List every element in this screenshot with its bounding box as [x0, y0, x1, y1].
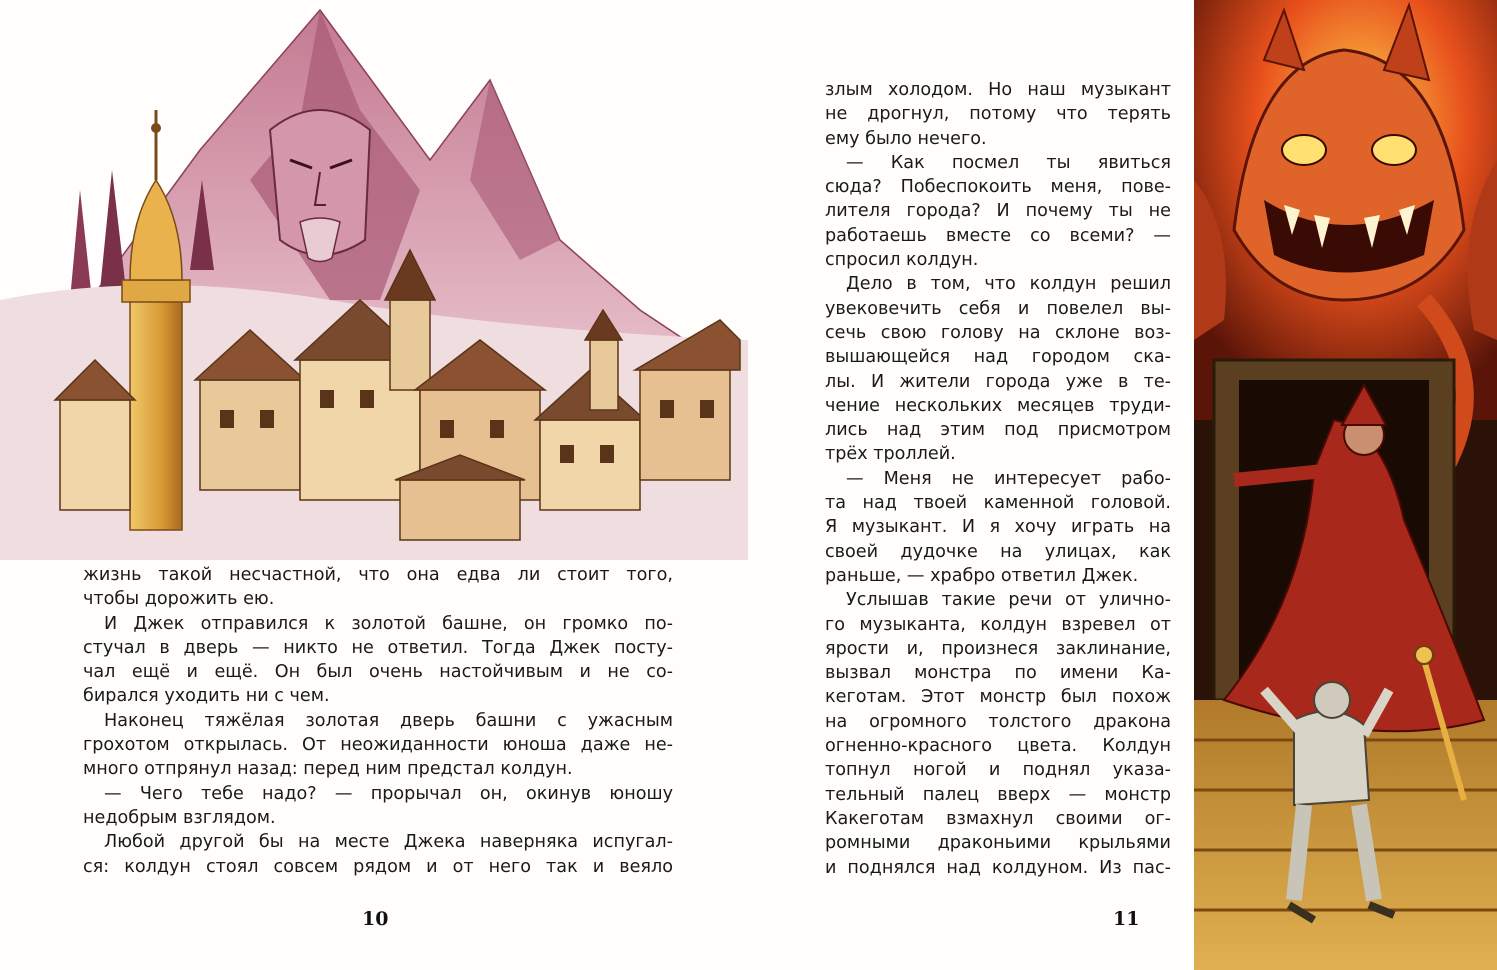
- text-line: топнул ногой и поднял указа-: [825, 760, 1171, 781]
- text-line: много отпрянул назад: перед ним предстал колдун.: [83, 759, 573, 780]
- text-line: работаешь вместе со всеми? —: [825, 225, 1171, 246]
- paragraph: [83, 709, 673, 782]
- paragraph: [825, 467, 1171, 588]
- text-line: — Как посмел ты явиться: [846, 152, 1171, 173]
- text-line: своей дудочке на улицах, как: [825, 541, 1171, 562]
- text-line: не дрогнул, потому что терять: [825, 104, 1171, 125]
- text-line: лы. И жители города уже в те-: [825, 371, 1171, 392]
- text-line: увековечить себя и повелел вы-: [825, 298, 1171, 319]
- text-line: го музыканта, колдун взревел от: [825, 614, 1171, 635]
- text-line: Дело в том, что колдун решил: [846, 274, 1171, 295]
- text-line: стучал в дверь — никто не ответил. Тогда Джек посту-: [83, 637, 673, 658]
- text-line: Я музыкант. И я хочу играть на: [825, 517, 1171, 538]
- text-line: злым холодом. Но наш музыкант: [825, 80, 1171, 100]
- text-line: трёх троллей.: [825, 444, 956, 465]
- text-line: Какеготам взмахнул своими ог-: [825, 808, 1171, 829]
- paragraph: [83, 830, 673, 879]
- text-line: ярости и, произнеся заклинание,: [825, 638, 1171, 659]
- text-line: огненно-красного цвета. Колдун: [825, 736, 1171, 757]
- paragraph: [83, 782, 673, 831]
- paragraph: [825, 151, 1171, 272]
- text-line: бирался уходить ни с чем.: [83, 686, 330, 707]
- paragraph: [83, 612, 673, 709]
- left-page: [0, 0, 748, 970]
- text-line: чтобы дорожить ею.: [83, 589, 275, 610]
- text-line: раньше, — храбро ответил Джек.: [825, 565, 1139, 586]
- text-line: вышающейся над городом ска-: [825, 347, 1171, 368]
- text-line: сечь свою голову на склоне воз-: [825, 322, 1171, 343]
- paragraph: [825, 78, 1171, 151]
- mountain-town-illustration: [0, 0, 748, 560]
- text-line: ромными драконьими крыльями: [825, 833, 1171, 854]
- text-line: недобрым взглядом.: [83, 807, 276, 828]
- text-line: сюда? Побеспокоить меня, пове-: [825, 177, 1171, 198]
- right-page: [748, 0, 1497, 970]
- text-line: тельный палец вверх — монстр: [825, 784, 1171, 805]
- paragraph: [825, 588, 1171, 880]
- paragraph: [825, 272, 1171, 466]
- dragon-wizard-illustration: [1194, 0, 1497, 970]
- page-number-left: 10: [362, 908, 389, 930]
- right-page-text: [825, 78, 1171, 880]
- text-line: Наконец тяжёлая золотая дверь башни с ужасным: [104, 710, 673, 731]
- text-line: лителя города? И почему ты не: [825, 201, 1171, 222]
- text-line: на огромного толстого дракона: [825, 711, 1171, 732]
- text-line: Услышав такие речи от улично-: [846, 590, 1171, 611]
- paragraph: [83, 563, 673, 612]
- left-page-text: [83, 563, 673, 879]
- text-line: — Меня не интересует рабо-: [846, 468, 1171, 489]
- text-line: — Чего тебе надо? — прорычал он, окинув юношу: [104, 783, 673, 804]
- text-line: жизнь такой несчастной, что она едва ли стоит того,: [83, 565, 673, 585]
- text-line: и поднялся над колдуном. Из пас-: [825, 857, 1171, 878]
- text-line: ему было нечего.: [825, 128, 987, 149]
- text-line: кеготам. Этот монстр был похож: [825, 687, 1171, 708]
- text-line: И Джек отправился к золотой башне, он громко по-: [104, 613, 673, 634]
- text-line: ся: колдун стоял совсем рядом и от него так и веяло: [83, 856, 673, 877]
- text-line: вызвал монстра по имени Ка-: [825, 663, 1171, 684]
- text-line: та над твоей каменной головой.: [825, 493, 1171, 514]
- page-number-right: 11: [1113, 908, 1140, 930]
- text-line: Любой другой бы на месте Джека наверняка испугал-: [104, 832, 673, 853]
- text-line: грохотом открылась. От неожиданности юноша даже не-: [83, 735, 673, 756]
- text-line: спросил колдун.: [825, 250, 979, 271]
- text-line: лись над этим под присмотром: [825, 420, 1171, 441]
- text-line: чал ещё и ещё. Он был очень настойчивым и не со-: [83, 662, 673, 683]
- text-line: чение нескольких месяцев труди-: [825, 395, 1171, 416]
